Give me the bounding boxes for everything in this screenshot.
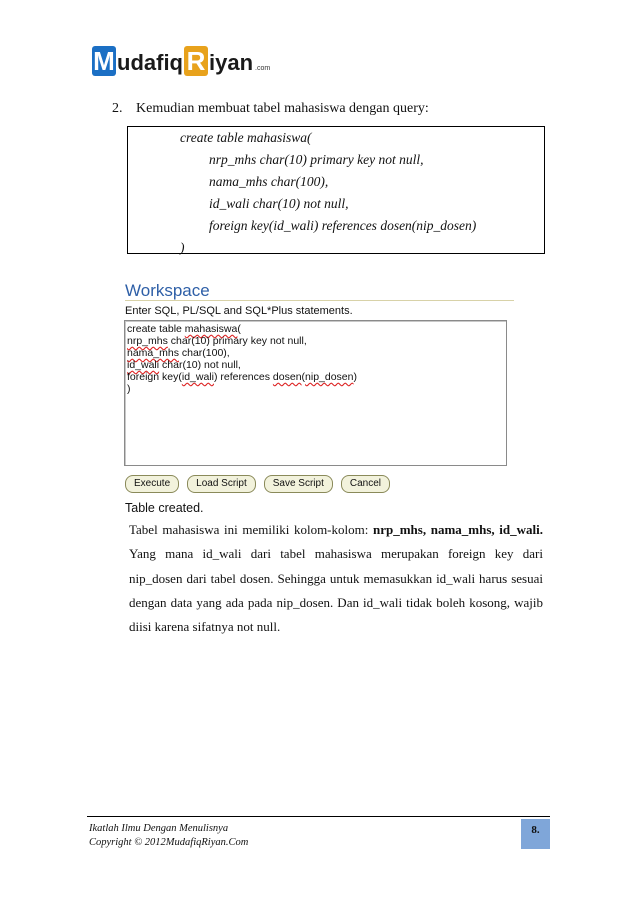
editor-line: create table mahasiswa(: [127, 323, 241, 335]
step-text: Kemudian membuat tabel mahasiswa dengan query:: [136, 101, 429, 116]
load-script-button[interactable]: Load Script: [187, 475, 256, 493]
page-number: 8.: [521, 819, 550, 849]
body-paragraph: Tabel mahasiswa ini memiliki kolom-kolom: nrp_mhs, nama_mhs, id_wali. Yang mana id_wali dari tabel mahasiswa merupakan foreign key dari nip_dosen dari tabel dosen. Sehingga untuk memasukkan id_wali harus sesuai dengan data yang ada pada nip_dosen. Dan id_wali tidak boleh kosong, wajib diisi karena sifatnya not null.: [129, 522, 543, 635]
query-line: nama_mhs char(100),: [209, 174, 329, 189]
footer-copyright: Copyright © 2012MudafiqRiyan.Com: [89, 837, 249, 848]
logo: [92, 32, 270, 76]
query-box: [127, 126, 545, 254]
query-line: ): [180, 240, 185, 255]
workspace-buttons: [125, 475, 390, 493]
editor-line: foreign key(id_wali) references dosen(nip_dosen): [127, 371, 357, 383]
logo-text-1: udafiq: [117, 50, 183, 75]
workspace-subtitle: Enter SQL, PL/SQL and SQL*Plus statements.: [125, 305, 353, 317]
step-number: 2.: [112, 101, 123, 116]
sql-editor-textarea[interactable]: [124, 320, 507, 466]
logo-text-2: iyan: [209, 50, 254, 75]
logo-m-block: M: [93, 46, 115, 76]
editor-line: nama_mhs char(100),: [127, 347, 230, 359]
save-script-button[interactable]: Save Script: [264, 475, 333, 493]
footer-divider: [87, 816, 550, 817]
logo-r-block: R: [184, 46, 208, 76]
logo-domain: .com: [255, 65, 271, 72]
result-message: Table created.: [125, 501, 204, 515]
cancel-button[interactable]: Cancel: [341, 475, 390, 493]
query-line: foreign key(id_wali) references dosen(nip_dosen): [209, 218, 477, 233]
footer-motto: Ikatlah Ilmu Dengan Menulisnya: [89, 823, 229, 834]
editor-line: id_wali char(10) not null,: [127, 359, 241, 371]
editor-line: ): [127, 383, 131, 395]
editor-line: nrp_mhs char(10) primary key not null,: [127, 335, 307, 347]
workspace-title: Workspace: [125, 281, 210, 300]
workspace-divider: [125, 300, 514, 301]
step-heading: [112, 101, 429, 117]
column-list: nrp_mhs, nama_mhs, id_wali.: [372, 522, 543, 537]
query-line: create table mahasiswa(: [180, 130, 312, 145]
execute-button[interactable]: Execute: [125, 475, 179, 493]
query-line: id_wali char(10) not null,: [209, 196, 349, 211]
footer-text: [89, 822, 248, 850]
query-line: nrp_mhs char(10) primary key not null,: [209, 152, 424, 167]
